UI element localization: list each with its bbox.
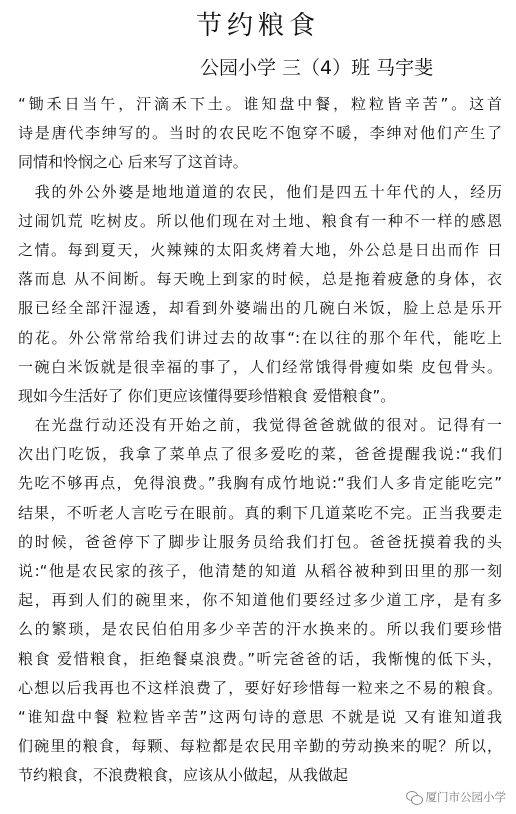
body-line: 次出门吃饭，我拿了菜单点了很多爱吃的菜，爸爸提醒我说:“我们 xyxy=(18,445,502,464)
body-line: 们碗里的粮食，每颗、每粒都是农民用辛勤的劳动换来的呢？所以， xyxy=(18,737,502,756)
body-line: 落而息 从不间断。每天晚上到家的时候，总是拖着疲惫的身体，衣 xyxy=(18,270,502,289)
body-line: 我的外公外婆是地地道道的农民，他们是四五十年代的人，经历 xyxy=(18,182,502,201)
author-byline: 公园小学 三（4）班 马宇斐 xyxy=(200,57,434,79)
body-line: 过闹饥荒 吃树皮。所以他们现在对土地、粮食有一种不一样的感恩 xyxy=(18,211,502,230)
body-line: 诗是唐代李绅写的。当时的农民吃不饱穿不暖，李绅对他们产生了 xyxy=(18,124,502,143)
watermark-text: 厦门市公园小学 xyxy=(425,790,506,804)
body-line: 的时候，爸爸停下了脚步让服务员给我们打包。爸爸抚摸着我的头 xyxy=(18,532,502,551)
body-line: “锄禾日当午，汗滴禾下土。谁知盘中餐，粒粒皆辛苦”。这首 xyxy=(18,95,502,113)
body-line: 先吃不够再点，免得浪费。”我胸有成竹地说:“我们人多肯定能吃完” xyxy=(18,474,502,493)
body-line: 现如今生活好了 你们更应该懂得要珍惜粮食 爱惜粮食”。 xyxy=(18,386,396,405)
article-body xyxy=(18,90,502,791)
body-line: 节约粮食，不浪费粮食，应该从小做起，从我做起 xyxy=(18,766,349,785)
body-line: 么的繁琐，是农民伯伯用多少辛苦的汗水换来的。所以我们要珍惜 xyxy=(18,620,502,639)
body-line: “谁知盘中餐 粒粒皆辛苦”这两句诗的意思 不就是说 又有谁知道我 xyxy=(18,707,502,726)
body-line: 说:“他是农民家的孩子，他清楚的知道 从稻谷被种到田里的那一刻 xyxy=(18,562,502,580)
body-line: 之情。每到夏天，火辣辣的太阳炙烤着大地，外公总是日出而作 日 xyxy=(18,240,502,259)
body-line: 服已经全部汗湿透，却看到外婆端出的几碗白米饭，脸上总是乐开 xyxy=(18,299,502,318)
article-title: 节约粮食 xyxy=(195,11,320,41)
wechat-icon xyxy=(406,791,422,804)
body-line: 结果，不听老人言吃亏在眼前。真的剩下几道菜吃不完。正当我要走 xyxy=(18,503,502,522)
watermark xyxy=(404,788,509,806)
body-line: 起，再到人们的碗里来，你不知道他们要经过多少道工序，是有多 xyxy=(18,591,502,610)
body-line: 在光盘行动还没有开始之前，我觉得爸爸就做的很对。记得有一 xyxy=(18,416,502,435)
body-line: 一碗白米饭就是很幸福的事了，人们经常饿得骨瘦如柴 皮包骨头。 xyxy=(18,357,502,376)
body-line: 心想以后我再也不这样浪费了，要好好珍惜每一粒来之不易的粮食。 xyxy=(18,678,502,697)
body-line: 同情和怜悯之心 后来写了这首诗。 xyxy=(18,153,248,172)
body-line: 粮食 爱惜粮食，拒绝餐桌浪费。”听完爸爸的话，我惭愧的低下头， xyxy=(18,649,502,668)
body-line: 的花。外公常常给我们讲过去的故事“:在以往的那个年代，能吃上 xyxy=(18,328,502,347)
